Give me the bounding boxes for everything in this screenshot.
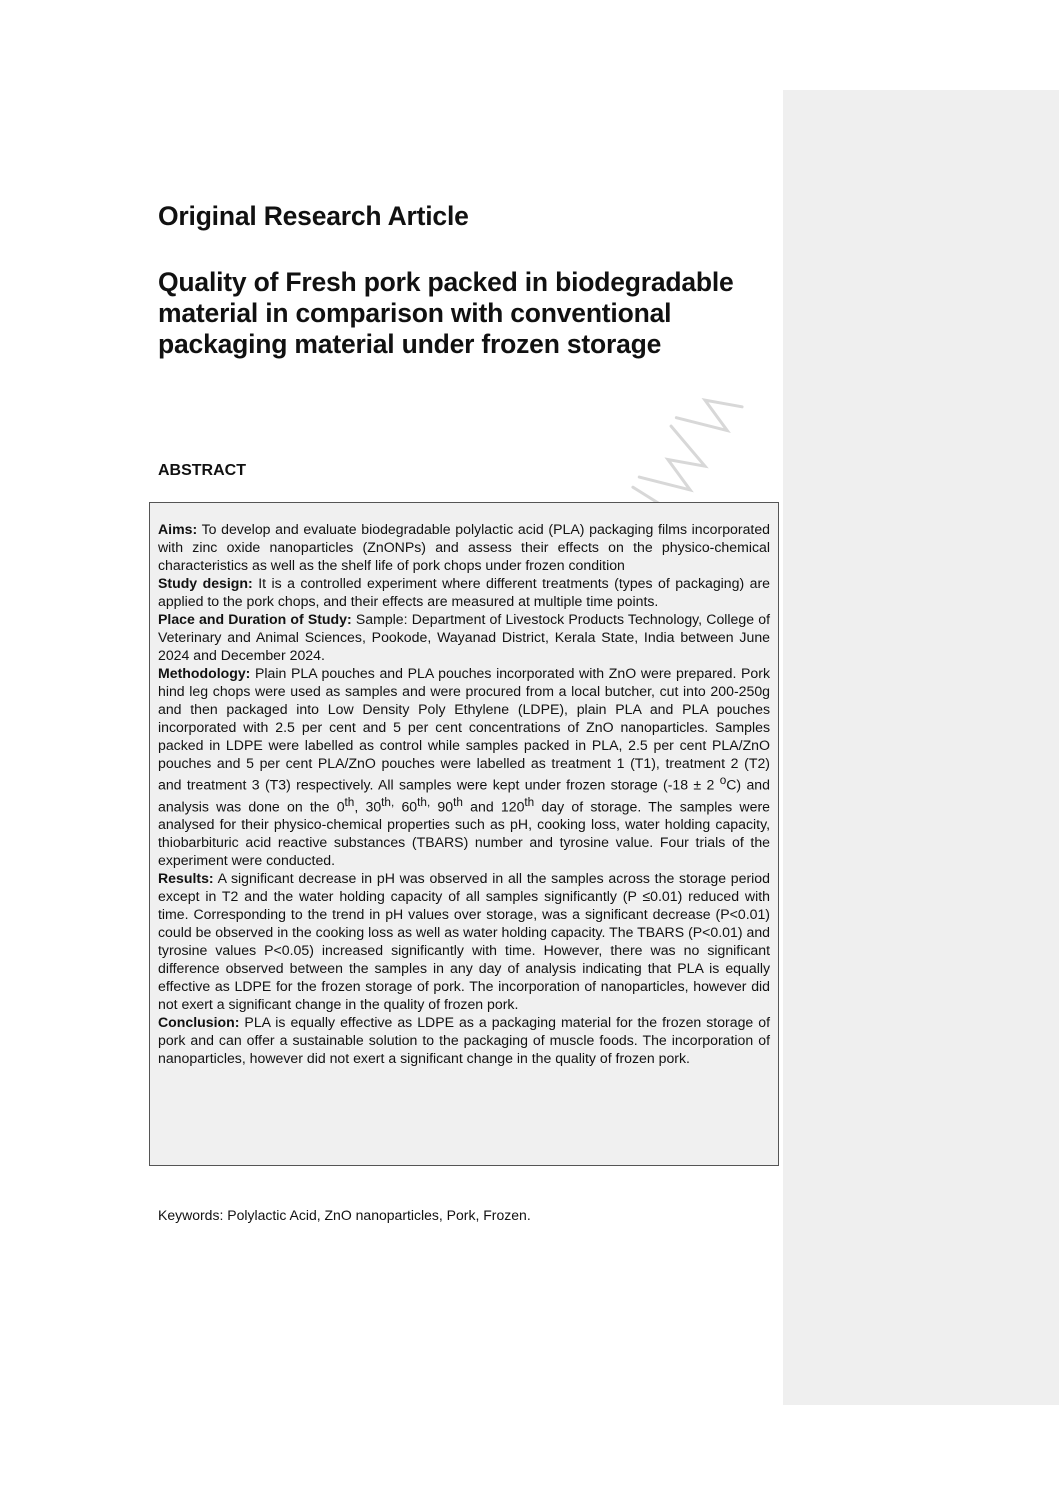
ordinal-sup: th — [524, 795, 535, 809]
place-duration-text: Sample: Department of Livestock Products Technology, College of Veterinary and Animal Sciences, Pookode, Wayanad District, Kerala State, India between June 2024 and December 2024. — [158, 611, 770, 663]
study-design-text: It is a controlled experiment where different treatments (types of packaging) are applied to the pork chops, and their effects are measured at multiple time points. — [158, 575, 770, 609]
abstract-aims — [158, 520, 770, 574]
methodology-text: and 120 — [462, 798, 525, 815]
methodology-text: , 30 — [354, 798, 382, 815]
methodology-text: 60 — [394, 798, 418, 815]
comment-margin-pane — [783, 90, 1059, 1405]
methodology-text: Plain PLA pouches and PLA pouches incorporated with ZnO were prepared. Pork hind leg chops were used as samples and were procured from a local butcher, cut into 200-250g and then packaged into Low Density Poly Ethylene (LDPE), plain PLA and PLA pouches incorporated with 2.5 per cent and 5 per cent concentrations of ZnO nanoparticles. Samples packed in LDPE were labelled as control while samples packed in PLA, 2.5 per cent PLA/ZnO pouches and 5 per cent PLA/ZnO pouches were labelled as treatment 1 (T1), treatment 2 (T2) and treatment 3 (T3) respectively. All samples were kept under frozen storage (-18 ± 2 — [158, 665, 770, 793]
study-design-label: Study design: — [158, 575, 253, 591]
ordinal-sup: th — [453, 795, 463, 809]
place-duration-label: Place and Duration of Study: — [158, 611, 352, 627]
ordinal-sup: th, — [417, 795, 431, 809]
methodology-text: day of storage. The samples were analysed for their physico-chemical properties such as pH, cooking loss, water holding capacity, thiobarbituric acid reactive substances (TBARS) number and tyrosine value. Four trials of the experiment were conducted. — [158, 798, 770, 869]
ordinal-sup: th — [344, 795, 355, 809]
abstract-place-duration — [158, 610, 770, 664]
methodology-label: Methodology: — [158, 665, 251, 681]
methodology-text: C) and analysis was done on the 0 — [158, 776, 770, 815]
conclusion-label: Conclusion: — [158, 1014, 240, 1031]
aims-label: Aims: — [158, 521, 198, 537]
degree-sup: o — [719, 774, 727, 787]
conclusion-text: PLA is equally effective as LDPE as a packaging material for the frozen storage of pork and can offer a sustainable solution to the packaging of muscle foods. The incorporation of nanoparticles, however did not exert a significant change in the quality of frozen pork. — [158, 1014, 770, 1067]
abstract-box — [149, 502, 779, 1166]
results-label: Results: — [158, 870, 214, 887]
abstract-heading: ABSTRACT — [158, 462, 246, 479]
aims-text: To develop and evaluate biodegradable polylactic acid (PLA) packaging films incorporated with zinc oxide nanoparticles (ZnONPs) and assess their effects on the physico-chemical characteristics as well as the shelf life of pork chops under frozen condition — [158, 521, 770, 573]
abstract-conclusion — [158, 1013, 770, 1067]
methodology-text: 90 — [430, 798, 454, 815]
ordinal-sup: th, — [381, 795, 395, 809]
paper-title: Quality of Fresh pork packed in biodegradable material in comparison with conventional packaging material under frozen storage — [158, 267, 734, 359]
abstract-study-design — [158, 574, 770, 610]
article-type-heading: Original Research Article — [158, 201, 469, 231]
abstract-results — [158, 869, 770, 1013]
results-text: A significant decrease in pH was observed in all the samples across the storage period except in T2 and the water holding capacity of all samples significantly (P ≤0.01) reduced with time. Corresponding to the trend in pH values over storage, was a significant decrease (P<0.01) could be observed in the cooking loss as well as water holding capacity. The TBARS (P<0.01) and tyrosine values P<0.05) increased significantly with time. However, there was no significant difference observed between the samples in any day of analysis indicating that PLA is equally effective as LDPE for the frozen storage of pork. The incorporation of nanoparticles, however did not exert a significant change in the quality of frozen pork. — [158, 870, 770, 1013]
keywords-line: Keywords: Polylactic Acid, ZnO nanoparticles, Pork, Frozen. — [158, 1207, 531, 1223]
abstract-methodology — [158, 664, 770, 869]
